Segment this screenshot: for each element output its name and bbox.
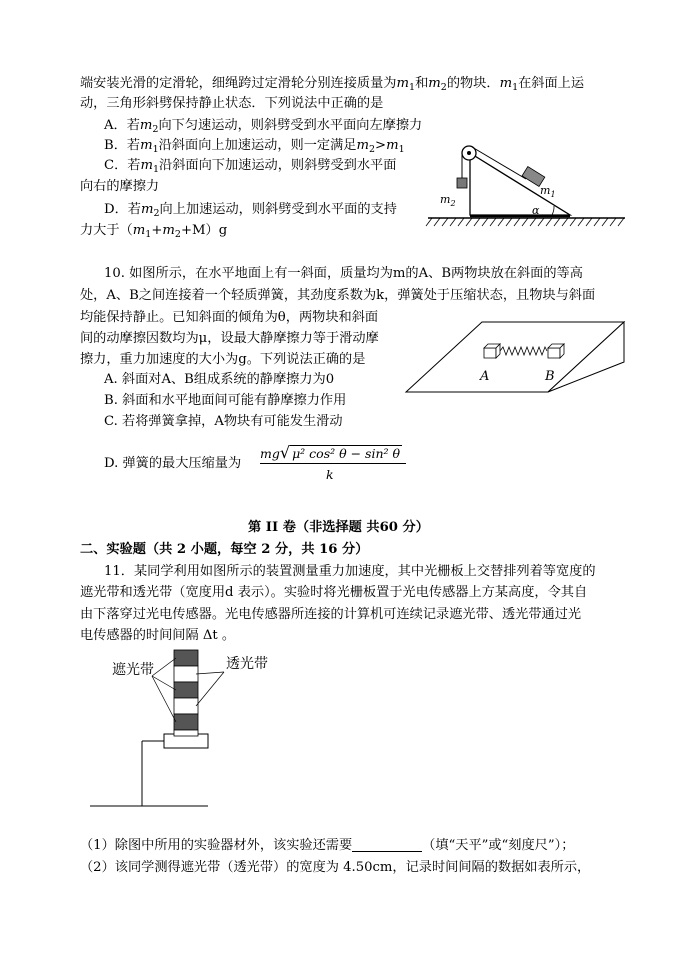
q9-label-m1: $m_1$ [540,184,556,199]
section-2-title: 第 II 卷（非选择题 共60 分） [248,520,429,535]
q10-label-a: A [480,369,490,384]
q11-line3: 由下落穿过光电传感器。光电传感器所连接的计算机可连续记录遮光带、透光带通过光 [80,607,582,622]
q9-option-d: D．若$m_2$向上加速运动，则斜劈受到水平面的支持 [104,202,397,219]
q9-label-m2: $m_2$ [440,193,456,208]
q9-option-b: B．若$m_1$沿斜面向上加速运动，则一定满足$m_2>m_1$ [104,138,405,155]
formula-numerator: mg√ μ² cos² θ − sin² θ [260,443,401,462]
q10-option-c: C. 若将弹簧拿掉，A物块有可能发生滑动 [104,414,343,429]
q9-option-a: A．若$m_2$向下匀速运动，则斜劈受到水平面向左摩擦力 [104,118,423,135]
answer-blank[interactable] [352,838,422,852]
q10-label-b: B [545,369,555,384]
q10-line3: 均能保持静止。已知斜面的倾角为θ，两物块和斜面 [80,310,379,325]
formula-denominator: k [326,467,334,482]
q9-option-c: C．若$m_1$沿斜面向下加速运动，则斜劈受到水平面 [104,158,397,175]
q10-formula [260,441,410,487]
q9-option-c-line2: 向右的摩擦力 [80,179,160,194]
label-dark-strip: 遮光带 [112,662,154,678]
q10-option-b: B. 斜面和水平地面间可能有静摩擦力作用 [104,393,347,408]
q9-stem-line1: 端安装光滑的定滑轮，细绳跨过定滑轮分别连接质量为$m_1$和$m_2$的物块．$m_1$在斜面上运 [80,76,585,93]
q9-option-d-line2: 力大于$(m_1+m_2+M)g$ [80,223,228,240]
q9-stem-line2: 动，三角形斜劈保持静止状态．下列说法中正确的是 [80,96,384,111]
q10-option-a: A. 斜面对A、B组成系统的静摩擦力为0 [104,372,335,387]
section-2-heading: 二、实验题（共 2 小题，每空 2 分，共 16 分） [80,542,369,557]
q11-line1: 11．某同学利用如图所示的装置测量重力加速度，其中光栅板上交替排列着等宽度的 [104,564,596,579]
q10-line4: 间的动摩擦因数均为μ，设最大静摩擦力等于滑动摩 [80,331,379,346]
formula-fraction-bar [260,463,406,464]
q10-option-d: D. 弹簧的最大压缩量为 [104,456,242,471]
q10-line1: 10. 如图所示，在水平地面上有一斜面，质量均为m的A、B两物块放在斜面的等高 [104,266,583,281]
q11-line4: 电传感器的时间间隔 Δt 。 [80,628,236,643]
q11-subquestion-2: （2）该同学测得遮光带（透光带）的宽度为 4.50cm，记录时间间隔的数据如表所示， [80,860,591,875]
q9-label-alpha: α [532,204,540,217]
q10-line2: 处，A、B之间连接着一个轻质弹簧，其劲度系数为k，弹簧处于压缩状态，且物块与斜面 [80,288,596,303]
label-light-strip: 透光带 [226,656,268,672]
q10-line5: 擦力，重力加速度的大小为g。下列说法正确的是 [80,352,366,367]
q10-incline-spring-figure [400,318,630,398]
q9-incline-pulley-figure [420,138,630,230]
q11-line2: 遮光带和透光带（宽度用d 表示）。实验时将光栅板置于光电传感器上方某高度，令其自 [80,585,588,600]
q11-grating-figure [90,648,290,808]
q11-subquestion-1: （1）除图中所用的实验器材外，该实验还需要 （填“天平”或“刻度尺”）； [80,838,575,853]
